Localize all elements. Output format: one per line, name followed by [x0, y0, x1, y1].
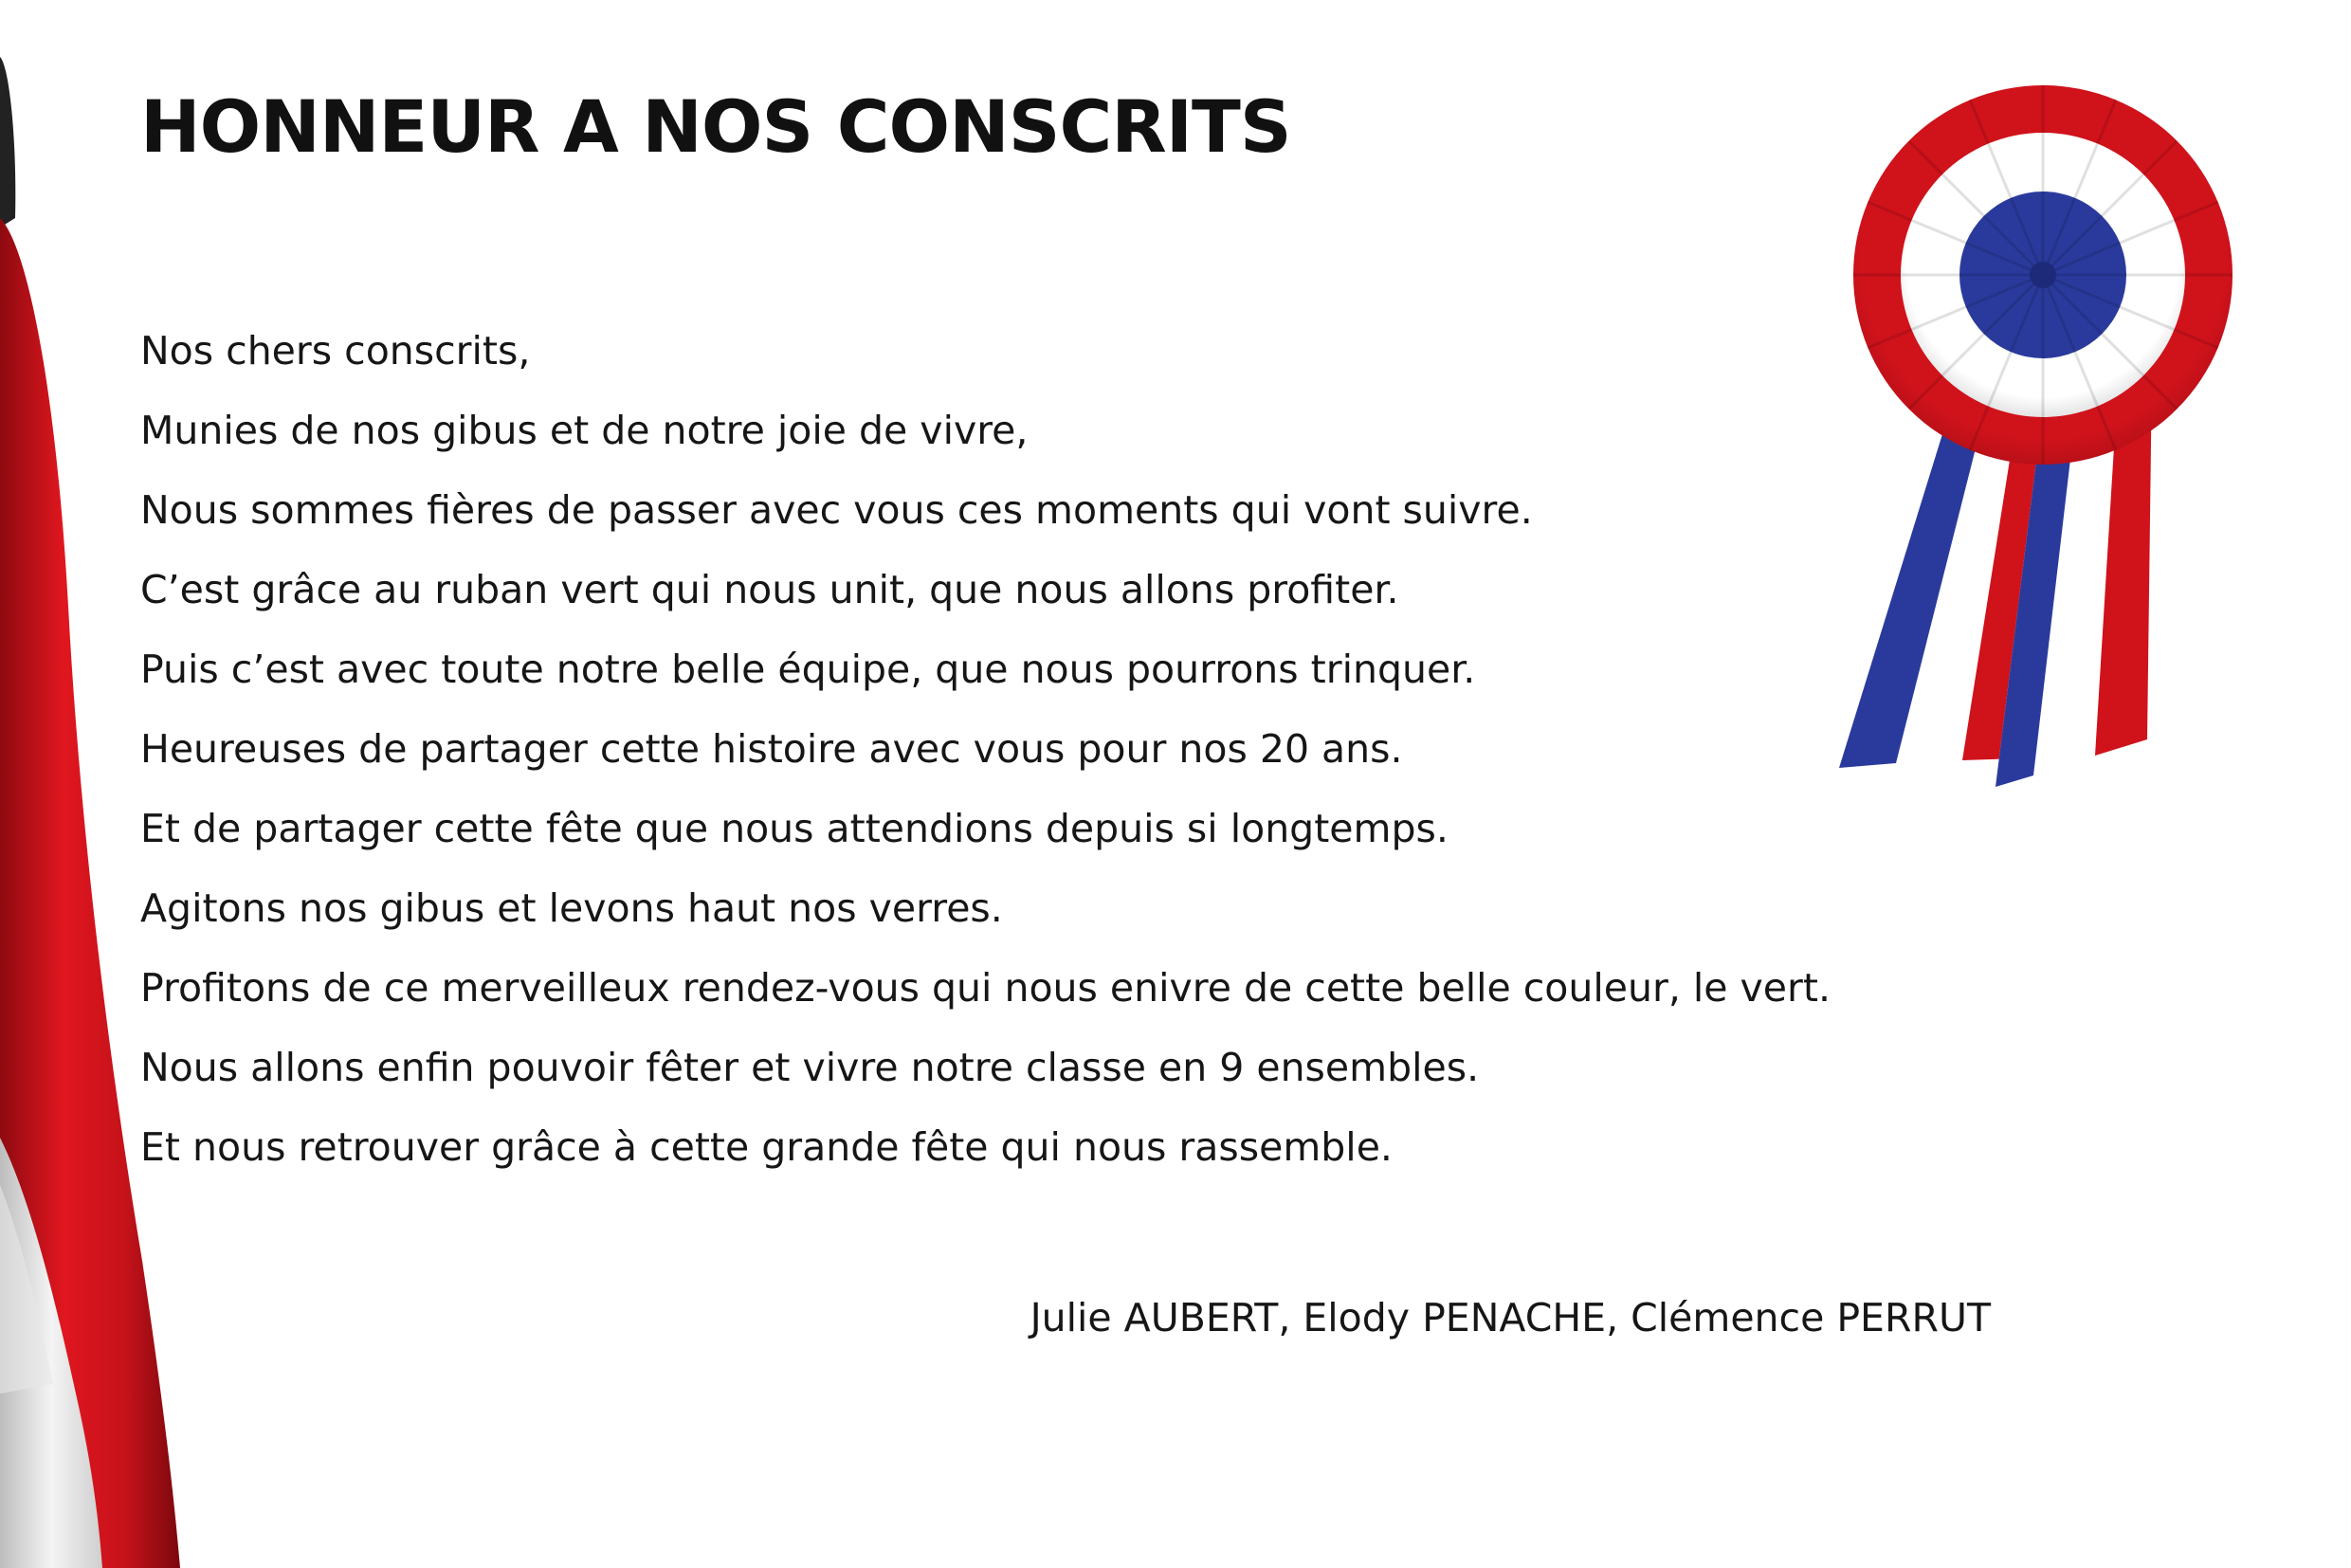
- poem-line: Et nous retrouver grâce à cette grande fête qui nous rassemble.: [140, 1124, 1393, 1170]
- poem-line: Agitons nos gibus et levons haut nos verres.: [140, 885, 1003, 931]
- tricolor-cockade-icon: [1820, 85, 2256, 806]
- poem-line: Puis c’est avec toute notre belle équipe, que nous pourrons trinquer.: [140, 647, 1476, 692]
- poem: [140, 311, 1941, 1187]
- poem-line: Munies de nos gibus et de notre joie de vivre,: [140, 408, 1029, 453]
- poem-line: Heureuses de partager cette histoire avec vous pour nos 20 ans.: [140, 726, 1403, 772]
- poem-line: C’est grâce au ruban vert qui nous unit, que nous allons profiter.: [140, 567, 1399, 612]
- poem-line: Nous allons enfin pouvoir fêter et vivre notre classe en 9 ensembles.: [140, 1045, 1480, 1090]
- signature: Julie AUBERT, Elody PENACHE, Clémence PERRUT: [1030, 1295, 1991, 1340]
- poem-line: Nos chers conscrits,: [140, 328, 531, 374]
- poem-line: Et de partager cette fête que nous attendions depuis si longtemps.: [140, 806, 1449, 851]
- poem-line: Nous sommes fières de passer avec vous ces moments qui vont suivre.: [140, 487, 1533, 533]
- page-title: HONNEUR A NOS CONSCRITS: [140, 84, 1291, 169]
- poem-line: Profitons de ce merveilleux rendez-vous qui nous enivre de cette belle couleur, le vert.: [140, 965, 1831, 1011]
